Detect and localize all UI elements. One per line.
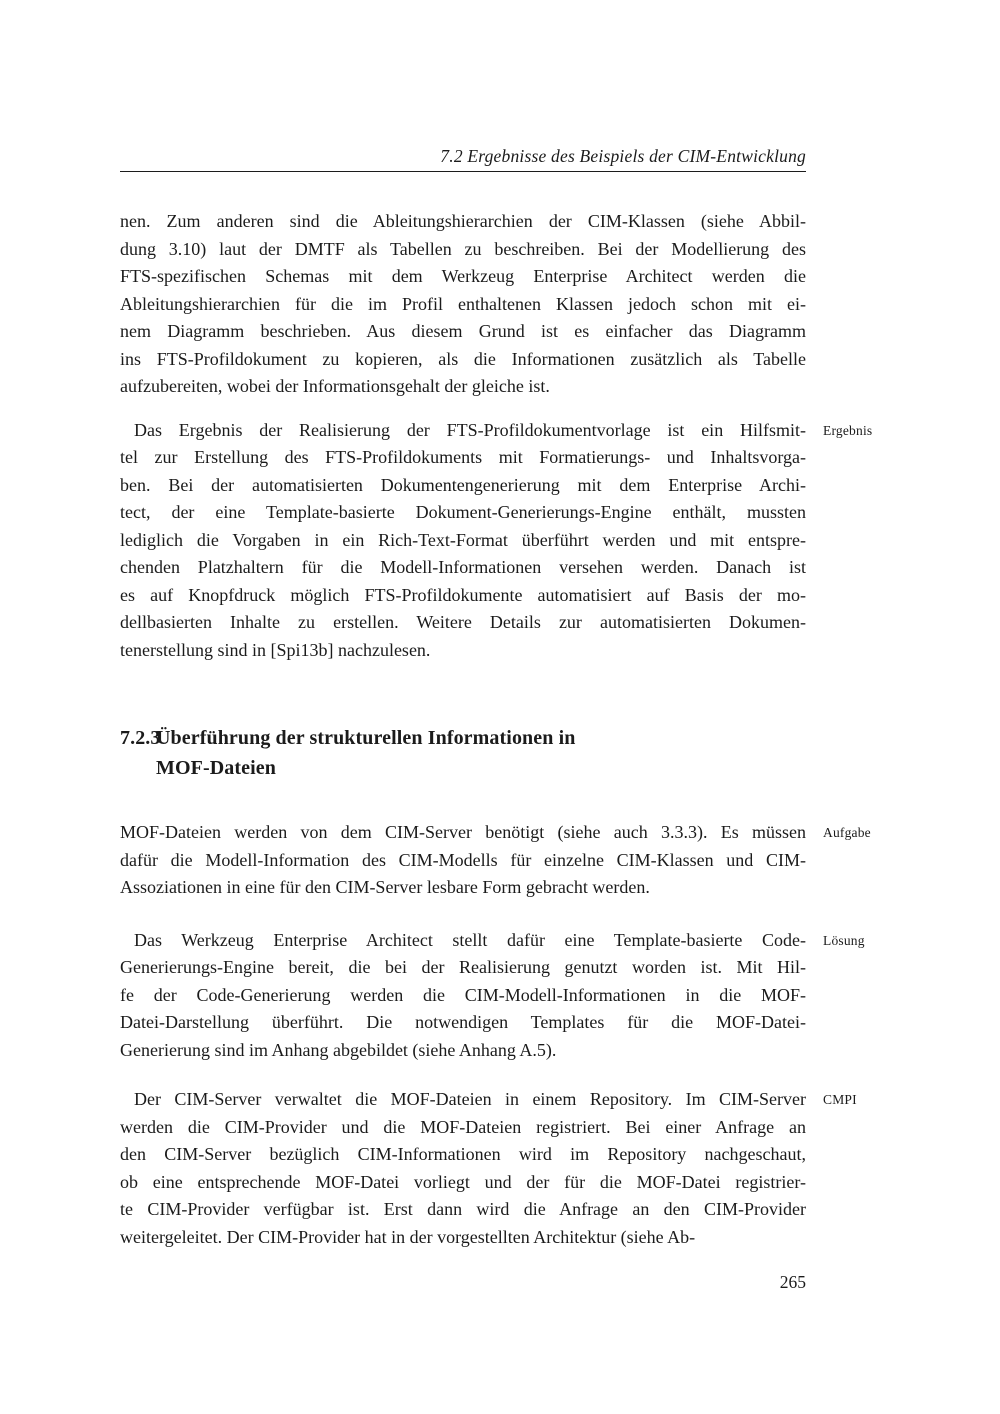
text-line: Das Werkzeug Enterprise Architect stellt dafür eine Template-basierte Code-: [134, 929, 806, 950]
paragraph: [120, 819, 871, 902]
text-line: weitergeleitet. Der CIM-Provider hat in der vorgestellten Architektur (siehe Ab-: [120, 1226, 696, 1247]
text-line: te CIM-Provider verfügbar ist. Erst dann wird die Anfrage an den CIM-Provider: [120, 1199, 806, 1219]
text-line: tenerstellung sind in [Spi13b] nachzulesen.: [120, 639, 431, 660]
text-line: dellbasierten Inhalte zu erstellen. Weitere Details zur automatisierten Dokumen-: [120, 612, 806, 632]
running-header: 7.2 Ergebnisse des Beispiels der CIM-Entwicklung: [440, 146, 806, 166]
section-heading-line: Überführung der strukturellen Informationen in: [156, 727, 576, 749]
section-heading-title: [156, 723, 575, 783]
section-heading-number: 7.2.3: [120, 727, 161, 749]
text-line: den CIM-Server bezüglich CIM-Informationen wird im Repository nachgeschaut,: [120, 1144, 806, 1164]
text-line: MOF-Dateien werden von dem CIM-Server benötigt (siehe auch 3.3.3). Es müssen: [120, 822, 806, 842]
margin-note: Aufgabe: [823, 825, 871, 840]
text-line: Generierungs-Engine bereit, die bei der Realisierung genutzt worden ist. Mit Hil-: [120, 957, 806, 977]
page-header: [120, 146, 806, 172]
page-body: [120, 208, 873, 1251]
text-line: nen. Zum anderen sind die Ableitungshierarchien der CIM-Klassen (siehe Abbil-: [120, 211, 806, 231]
paragraph: [120, 208, 806, 401]
header-rule: [120, 171, 806, 172]
text-line: ins FTS-Profildokument zu kopieren, als die Informationen zusätzlich als Tabelle: [120, 348, 806, 369]
text-line: Ableitungshierarchien für die im Profil enthaltenen Klassen jedoch schon mit ei-: [120, 293, 806, 314]
paragraph: [120, 1086, 857, 1251]
text-line: Generierung sind im Anhang abgebildet (siehe Anhang A.5).: [120, 1039, 557, 1060]
margin-note: CMPI: [823, 1092, 857, 1107]
text-line: Das Ergebnis der Realisierung der FTS-Profildokumentvorlage ist ein Hilfsmit-: [134, 419, 806, 440]
section-heading-line: MOF-Dateien: [156, 757, 276, 779]
margin-note: Ergebnis: [823, 422, 873, 438]
text-line: dafür die Modell-Information des CIM-Modells für einzelne CIM-Klassen und CIM-: [120, 849, 806, 870]
text-line: Assoziationen in eine für den CIM-Server lesbare Form gebracht werden.: [120, 877, 650, 897]
margin-note: Lösung: [823, 932, 865, 948]
text-line: werden die CIM-Provider und die MOF-Dateien registriert. Bei einer Anfrage an: [120, 1116, 806, 1137]
page-footer: [120, 1272, 806, 1293]
text-line: fe der Code-Generierung werden die CIM-Modell-Informationen in die MOF-: [120, 984, 806, 1005]
text-line: ob eine entsprechende MOF-Datei vorliegt und der für die MOF-Datei registrier-: [120, 1171, 806, 1192]
text-line: dung 3.10) laut der DMTF als Tabellen zu beschreiben. Bei der Modellierung des: [120, 238, 806, 259]
text-line: nem Diagramm beschrieben. Aus diesem Grund ist es einfacher das Diagramm: [120, 321, 806, 341]
section-heading: [120, 723, 806, 783]
text-line: Datei-Darstellung überführt. Die notwendigen Templates für die MOF-Datei-: [120, 1012, 806, 1032]
text-line: tel zur Erstellung des FTS-Profildokuments mit Formatierungs- und Inhaltsvorga-: [120, 447, 806, 467]
text-line: ben. Bei der automatisierten Dokumentengenerierung mit dem Enterprise Archi-: [120, 474, 806, 495]
text-line: lediglich die Vorgaben in ein Rich-Text-Format überführt werden und mit entspre-: [120, 529, 806, 550]
text-line: Der CIM-Server verwaltet die MOF-Dateien in einem Repository. Im CIM-Server: [134, 1089, 806, 1109]
text-line: FTS-spezifischen Schemas mit dem Werkzeug Enterprise Architect werden die: [120, 266, 806, 286]
text-line: tect, der eine Template-basierte Dokument-Generierungs-Engine enthält, mussten: [120, 502, 806, 522]
text-line: aufzubereiten, wobei der Informationsgehalt der gleiche ist.: [120, 376, 550, 396]
text-line: chenden Platzhaltern für die Modell-Informationen versehen werden. Danach ist: [120, 557, 806, 577]
page-number: 265: [779, 1272, 806, 1292]
paragraph: [120, 927, 865, 1065]
text-line: es auf Knopfdruck möglich FTS-Profildokumente automatisiert auf Basis der mo-: [120, 584, 806, 605]
paragraph: [120, 417, 873, 665]
